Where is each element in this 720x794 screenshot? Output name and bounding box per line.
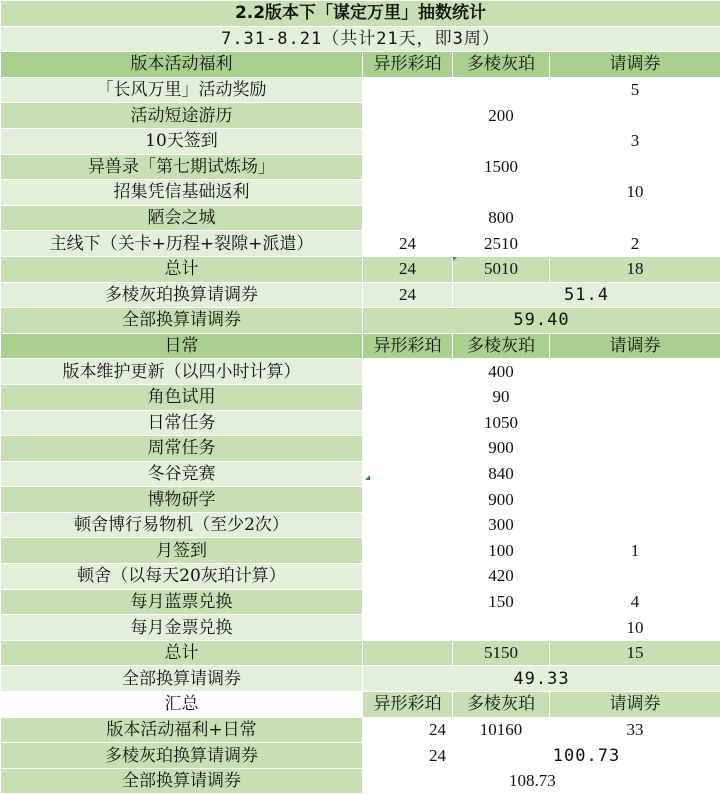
event-item-c1-cell[interactable] (363, 128, 453, 154)
event-item-label-cell[interactable]: 主线下（关卡+历程+裂隙+派遣） (1, 231, 363, 257)
event-total-label[interactable]: 总计 (1, 256, 363, 282)
event-item-label-cell[interactable]: 招集凭信基础返利 (1, 180, 363, 206)
event-item-c2-cell[interactable]: 2510 (453, 231, 550, 257)
daily-item-c1-cell[interactable] (363, 538, 453, 564)
event-item-c3-cell[interactable]: 10 (550, 180, 720, 206)
daily-section-header[interactable]: 日常 (1, 333, 363, 359)
event-item-c3-cell[interactable] (550, 154, 720, 180)
event-item-c1-cell[interactable] (363, 180, 453, 206)
daily-total-c1[interactable] (363, 640, 453, 666)
event-convert-c1[interactable]: 24 (363, 282, 453, 308)
event-item-c3-cell[interactable]: 5 (550, 77, 720, 103)
daily-item-row (1, 384, 720, 410)
daily-item-label-cell[interactable]: 角色试用 (1, 384, 363, 410)
daily-item-c2-cell[interactable]: 900 (453, 487, 550, 513)
event-item-c2-cell[interactable]: 1500 (453, 154, 550, 180)
daily-item-c1-cell[interactable] (363, 461, 453, 487)
event-all-row (1, 308, 720, 334)
daily-item-c2-cell[interactable]: 400 (453, 359, 550, 385)
event-item-c1-cell[interactable] (363, 154, 453, 180)
event-item-label-cell[interactable]: 活动短途游历 (1, 103, 363, 129)
event-item-row (1, 231, 720, 257)
daily-item-c3-cell[interactable] (550, 384, 720, 410)
event-total-c3[interactable]: 18 (550, 256, 720, 282)
daily-item-c2-cell[interactable] (453, 615, 550, 641)
daily-item-label-cell[interactable]: 版本维护更新（以四小时计算） (1, 359, 363, 385)
event-item-c2-cell[interactable] (453, 77, 550, 103)
event-item-c2-cell[interactable]: 800 (453, 205, 550, 231)
daily-total-c2[interactable]: 5150 (453, 640, 550, 666)
summary-convert-c1[interactable]: 24 (363, 743, 453, 769)
daily-item-label-cell[interactable]: 每月金票兑换 (1, 615, 363, 641)
period-row (1, 26, 720, 52)
event-total-row (1, 256, 720, 282)
daily-item-c2-cell[interactable]: 100 (453, 538, 550, 564)
summary-section-header[interactable]: 汇总 (1, 692, 363, 718)
event-convert-row (1, 282, 720, 308)
summary-combined-c1[interactable]: 24 (363, 717, 453, 743)
event-item-c1-cell[interactable] (363, 103, 453, 129)
daily-column-header-c1[interactable]: 异形彩珀 (363, 333, 453, 359)
daily-item-label-cell[interactable]: 顿舍（以每天20灰珀计算） (1, 564, 363, 590)
event-item-c2-cell[interactable] (453, 180, 550, 206)
event-header-row (1, 52, 720, 78)
summary-convert-value[interactable]: 100.73 (453, 743, 720, 769)
daily-item-row (1, 359, 720, 385)
daily-item-c2-cell[interactable]: 90 (453, 384, 550, 410)
event-item-row (1, 103, 720, 129)
summary-combined-label[interactable]: 版本活动福利+日常 (1, 717, 363, 743)
event-item-c3-cell[interactable]: 3 (550, 128, 720, 154)
sheet-title[interactable]: 2.2版本下「谋定万里」抽数统计 (1, 1, 720, 27)
event-item-label-cell[interactable]: 陋会之城 (1, 205, 363, 231)
event-convert-value[interactable]: 51.4 (453, 282, 720, 308)
summary-column-header-c2[interactable]: 多棱灰珀 (453, 692, 550, 718)
daily-item-c1-cell[interactable] (363, 487, 453, 513)
daily-item-c3-cell[interactable] (550, 512, 720, 538)
event-item-c1-cell[interactable] (363, 205, 453, 231)
column-header-c1[interactable]: 异形彩珀 (363, 52, 453, 78)
daily-item-c3-cell[interactable]: 10 (550, 615, 720, 641)
daily-item-c2-cell[interactable]: 150 (453, 589, 550, 615)
daily-item-c3-cell[interactable] (550, 461, 720, 487)
event-item-label-cell[interactable]: 异兽录「第七期试炼场」 (1, 154, 363, 180)
summary-all-label[interactable]: 全部换算请调券 (1, 768, 363, 794)
event-item-row (1, 180, 720, 206)
daily-item-c1-cell[interactable] (363, 512, 453, 538)
daily-item-c1-cell[interactable] (363, 615, 453, 641)
event-item-row (1, 128, 720, 154)
event-item-c1-cell[interactable]: 24 (363, 231, 453, 257)
daily-all-row (1, 666, 720, 692)
daily-item-row (1, 487, 720, 513)
event-item-c3-cell[interactable] (550, 103, 720, 129)
summary-all-value[interactable]: 108.73 (363, 768, 720, 794)
daily-item-c1-cell[interactable] (363, 589, 453, 615)
column-header-c2[interactable]: 多棱灰珀 (453, 52, 550, 78)
daily-item-row (1, 538, 720, 564)
daily-item-c2-cell[interactable]: 1050 (453, 410, 550, 436)
daily-item-label-cell[interactable]: 博物研学 (1, 487, 363, 513)
daily-item-c2-cell[interactable]: 420 (453, 564, 550, 590)
event-item-c1-cell[interactable] (363, 77, 453, 103)
event-item-row (1, 154, 720, 180)
daily-item-row (1, 615, 720, 641)
daily-item-c1-cell[interactable] (363, 410, 453, 436)
title-row (1, 1, 720, 27)
daily-item-row (1, 589, 720, 615)
daily-item-row (1, 436, 720, 462)
daily-item-c3-cell[interactable] (550, 436, 720, 462)
daily-item-label-cell[interactable]: 冬谷竞赛 (1, 461, 363, 487)
daily-item-c2-cell[interactable]: 840 (453, 461, 550, 487)
daily-column-header-c2[interactable]: 多棱灰珀 (453, 333, 550, 359)
daily-total-row (1, 640, 720, 666)
event-all-value[interactable]: 59.40 (363, 308, 720, 334)
event-total-c1[interactable]: 24 (363, 256, 453, 282)
daily-header-row (1, 333, 720, 359)
daily-column-header-c3[interactable]: 请调券 (550, 333, 720, 359)
summary-combined-c3[interactable]: 33 (550, 717, 720, 743)
event-all-label[interactable]: 全部换算请调券 (1, 308, 363, 334)
daily-item-label-cell[interactable]: 每月蓝票兑换 (1, 589, 363, 615)
daily-all-value[interactable]: 49.33 (363, 666, 720, 692)
daily-item-c1-cell[interactable] (363, 359, 453, 385)
daily-item-row (1, 512, 720, 538)
daily-item-c3-cell[interactable] (550, 359, 720, 385)
daily-total-c3[interactable]: 15 (550, 640, 720, 666)
daily-item-label-cell[interactable]: 月签到 (1, 538, 363, 564)
summary-all-row (1, 768, 720, 794)
daily-item-label-cell[interactable]: 日常任务 (1, 410, 363, 436)
event-item-c2-cell[interactable]: 200 (453, 103, 550, 129)
daily-item-c3-cell[interactable] (550, 487, 720, 513)
summary-convert-row (1, 743, 720, 769)
event-section-header[interactable]: 版本活动福利 (1, 52, 363, 78)
daily-item-c1-cell[interactable] (363, 564, 453, 590)
daily-item-label-cell[interactable]: 顿舍博行易物机（至少2次） (1, 512, 363, 538)
period-cell[interactable]: 7.31-8.21（共计21天，即3周） (1, 26, 720, 52)
daily-item-row (1, 410, 720, 436)
summary-column-header-c1[interactable]: 异形彩珀 (363, 692, 453, 718)
summary-header-row (1, 692, 720, 718)
summary-convert-label[interactable]: 多棱灰珀换算请调券 (1, 743, 363, 769)
event-item-row (1, 205, 720, 231)
event-item-label-cell[interactable]: 10天签到 (1, 128, 363, 154)
event-total-c2[interactable]: 5010 (453, 256, 550, 282)
daily-item-c2-cell[interactable]: 900 (453, 436, 550, 462)
summary-column-header-c3[interactable]: 请调券 (550, 692, 720, 718)
daily-item-c3-cell[interactable] (550, 410, 720, 436)
event-item-c3-cell[interactable]: 2 (550, 231, 720, 257)
daily-item-c3-cell[interactable]: 1 (550, 538, 720, 564)
summary-combined-row (1, 717, 720, 743)
event-item-label-cell[interactable]: 「长风万里」活动奖励 (1, 77, 363, 103)
daily-item-row (1, 461, 720, 487)
daily-item-c1-cell[interactable] (363, 384, 453, 410)
daily-item-c3-cell[interactable] (550, 564, 720, 590)
summary-combined-c2[interactable]: 10160 (453, 717, 550, 743)
daily-all-label[interactable]: 全部换算请调券 (1, 666, 363, 692)
daily-total-label[interactable]: 总计 (1, 640, 363, 666)
event-item-row (1, 77, 720, 103)
column-header-c3[interactable]: 请调券 (550, 52, 720, 78)
event-item-c2-cell[interactable] (453, 128, 550, 154)
event-item-c3-cell[interactable] (550, 205, 720, 231)
daily-item-row (1, 564, 720, 590)
daily-item-c1-cell[interactable] (363, 436, 453, 462)
daily-item-c3-cell[interactable]: 4 (550, 589, 720, 615)
daily-item-c2-cell[interactable]: 300 (453, 512, 550, 538)
event-convert-label[interactable]: 多棱灰珀换算请调券 (1, 282, 363, 308)
daily-item-label-cell[interactable]: 周常任务 (1, 436, 363, 462)
